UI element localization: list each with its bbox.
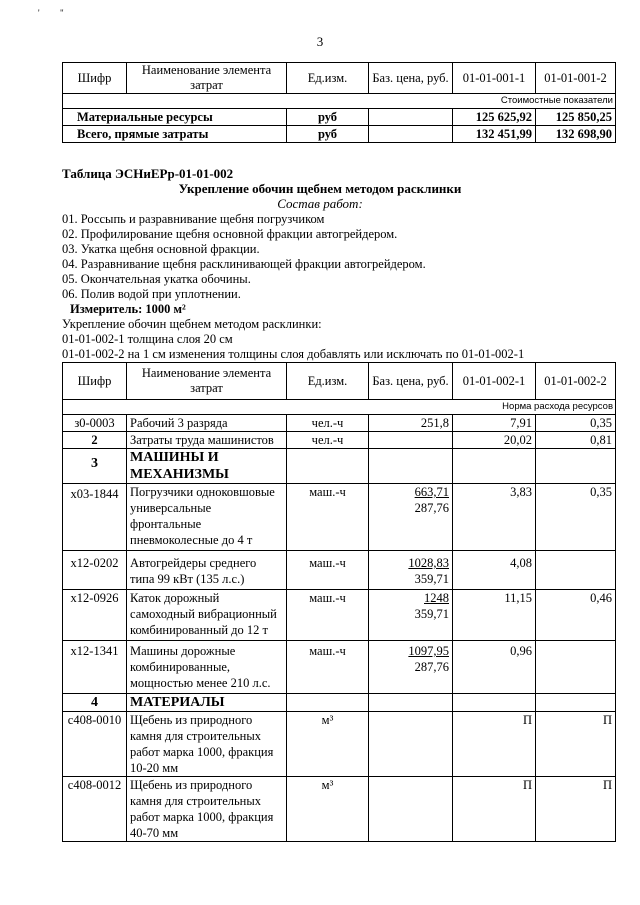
row-v2: 132 698,90 <box>536 126 616 143</box>
row-price <box>369 109 453 126</box>
group-name: МАТЕРИАЛЫ <box>127 694 287 712</box>
row-code: х12-1341 <box>63 641 127 694</box>
work-composition-title: Состав работ: <box>277 196 363 211</box>
row-v1: П <box>453 777 536 842</box>
table-row <box>63 415 616 432</box>
page-number: 3 <box>316 34 324 49</box>
row-unit: м³ <box>287 712 369 777</box>
header-col2: 01-01-001-2 <box>536 63 616 94</box>
row-name: Погрузчики одноковшовые универсальные фронтальные пневмоколесные до 4 т <box>127 484 287 551</box>
row-price <box>369 126 453 143</box>
subheader-norm: Норма расхода ресурсов <box>63 400 616 415</box>
row-code: х03-1844 <box>63 484 127 551</box>
row-name: Щебень из природного камня для строительных работ марка 1000, фракция 10-20 мм <box>127 712 287 777</box>
table-row <box>63 126 616 143</box>
row-unit: маш.-ч <box>287 590 369 641</box>
row-v2: 0,46 <box>536 590 616 641</box>
row-code: х12-0926 <box>63 590 127 641</box>
row-code: з0-0003 <box>63 415 127 432</box>
header-unit: Ед.изм. <box>287 363 369 400</box>
work-item: 06. Полив водой при уплотнении. <box>62 287 241 301</box>
row-name: Материальные ресурсы <box>63 109 287 126</box>
table-row <box>63 641 616 694</box>
row-price <box>369 641 453 694</box>
row-name: Всего, прямые затраты <box>63 126 287 143</box>
header-col2: 01-01-002-2 <box>536 363 616 400</box>
table-row <box>63 109 616 126</box>
table-row <box>63 432 616 449</box>
price-top: 663,71 <box>414 485 449 499</box>
header-name: Наименование элемента затрат <box>127 363 287 400</box>
row-unit: маш.-ч <box>287 551 369 590</box>
row-name: Автогрейдеры среднего типа 99 кВт (135 л.с.) <box>127 551 287 590</box>
row-price <box>369 777 453 842</box>
row-v1: 20,02 <box>453 432 536 449</box>
header-code: Шифр <box>63 63 127 94</box>
work-list <box>62 212 622 362</box>
table-row <box>63 712 616 777</box>
price-top: 1097,95 <box>408 644 449 658</box>
description-line: 01-01-002-2 на 1 см изменения толщины слоя добавлять или исключать по 01-01-002-1 <box>62 347 525 361</box>
row-price <box>369 551 453 590</box>
work-item: 02. Профилирование щебня основной фракции автогрейдером. <box>62 227 398 241</box>
row-unit: чел.-ч <box>287 415 369 432</box>
resources-table-header <box>63 363 616 400</box>
price-top: 1028,83 <box>408 556 449 570</box>
section-title: Укрепление обочин щебнем методом расклинки <box>178 181 462 196</box>
row-v1: 4,08 <box>453 551 536 590</box>
cost-table <box>62 62 616 143</box>
row-price <box>369 432 453 449</box>
row-v2: 0,35 <box>536 415 616 432</box>
row-unit: маш.-ч <box>287 641 369 694</box>
row-name: Рабочий 3 разряда <box>127 415 287 432</box>
row-v1: П <box>453 712 536 777</box>
header-col1: 01-01-002-1 <box>453 363 536 400</box>
header-base-price: Баз. цена, руб. <box>369 63 453 94</box>
work-item: 01. Россыпь и разравнивание щебня погрузчиком <box>62 212 325 226</box>
row-v1: 11,15 <box>453 590 536 641</box>
group-code: 4 <box>63 694 127 712</box>
row-unit: руб <box>287 109 369 126</box>
measure-unit: Измеритель: 1000 м² <box>70 302 186 316</box>
row-v2 <box>536 551 616 590</box>
row-v2 <box>536 641 616 694</box>
table-row <box>63 484 616 551</box>
price-bottom: 359,71 <box>414 607 449 621</box>
header-name: Наименование элемента затрат <box>127 63 287 94</box>
row-name: Щебень из природного камня для строительных работ марка 1000, фракция 40-70 мм <box>127 777 287 842</box>
row-price: 251,8 <box>369 415 453 432</box>
subheader-cost: Стоимостные показатели <box>63 94 616 109</box>
row-unit: м³ <box>287 777 369 842</box>
cost-table-header <box>63 63 616 94</box>
row-v2: П <box>536 712 616 777</box>
row-v2: 0,81 <box>536 432 616 449</box>
row-code: х12-0202 <box>63 551 127 590</box>
cost-table-subheader <box>63 94 616 109</box>
row-v1: 132 451,99 <box>453 126 536 143</box>
group-code: 3 <box>63 449 127 484</box>
row-v2: 0,35 <box>536 484 616 551</box>
row-price <box>369 590 453 641</box>
row-v1: 7,91 <box>453 415 536 432</box>
row-unit: руб <box>287 126 369 143</box>
row-code: 2 <box>63 432 127 449</box>
row-v1: 125 625,92 <box>453 109 536 126</box>
header-col1: 01-01-001-1 <box>453 63 536 94</box>
row-v1: 0,96 <box>453 641 536 694</box>
price-bottom: 287,76 <box>414 660 449 674</box>
header-unit: Ед.изм. <box>287 63 369 94</box>
price-bottom: 359,71 <box>414 572 449 586</box>
row-unit: маш.-ч <box>287 484 369 551</box>
table-row <box>63 551 616 590</box>
work-item: 05. Окончательная укатка обочины. <box>62 272 251 286</box>
table-row <box>63 777 616 842</box>
row-name: Машины дорожные комбинированные, мощностью менее 210 л.с. <box>127 641 287 694</box>
header-code: Шифр <box>63 363 127 400</box>
row-code: с408-0012 <box>63 777 127 842</box>
machines-group <box>63 449 616 484</box>
row-v2: 125 850,25 <box>536 109 616 126</box>
row-price <box>369 484 453 551</box>
header-base-price: Баз. цена, руб. <box>369 363 453 400</box>
row-v2: П <box>536 777 616 842</box>
table-row <box>63 590 616 641</box>
table-title: Таблица ЭСНиЕРр-01-01-002 <box>62 166 234 181</box>
row-name: Каток дорожный самоходный вибрационный комбинированный до 12 т <box>127 590 287 641</box>
work-item: 04. Разравнивание щебня расклинивающей фракции автогрейдером. <box>62 257 426 271</box>
price-bottom: 287,76 <box>414 501 449 515</box>
corner-mark-right: " <box>60 8 64 18</box>
materials-group <box>63 694 616 712</box>
corner-mark-left: ' <box>38 8 40 18</box>
resources-table-subheader <box>63 400 616 415</box>
description-line: 01-01-002-1 толщина слоя 20 см <box>62 332 233 346</box>
price-top: 1248 <box>424 591 449 605</box>
description-line: Укрепление обочин щебнем методом расклинки: <box>62 317 322 331</box>
row-code: с408-0010 <box>63 712 127 777</box>
resources-table <box>62 362 616 842</box>
group-name: МАШИНЫ И МЕХАНИЗМЫ <box>127 449 287 484</box>
work-item: 03. Укатка щебня основной фракции. <box>62 242 260 256</box>
row-unit: чел.-ч <box>287 432 369 449</box>
row-price <box>369 712 453 777</box>
row-name: Затраты труда машинистов <box>127 432 287 449</box>
row-v1: 3,83 <box>453 484 536 551</box>
